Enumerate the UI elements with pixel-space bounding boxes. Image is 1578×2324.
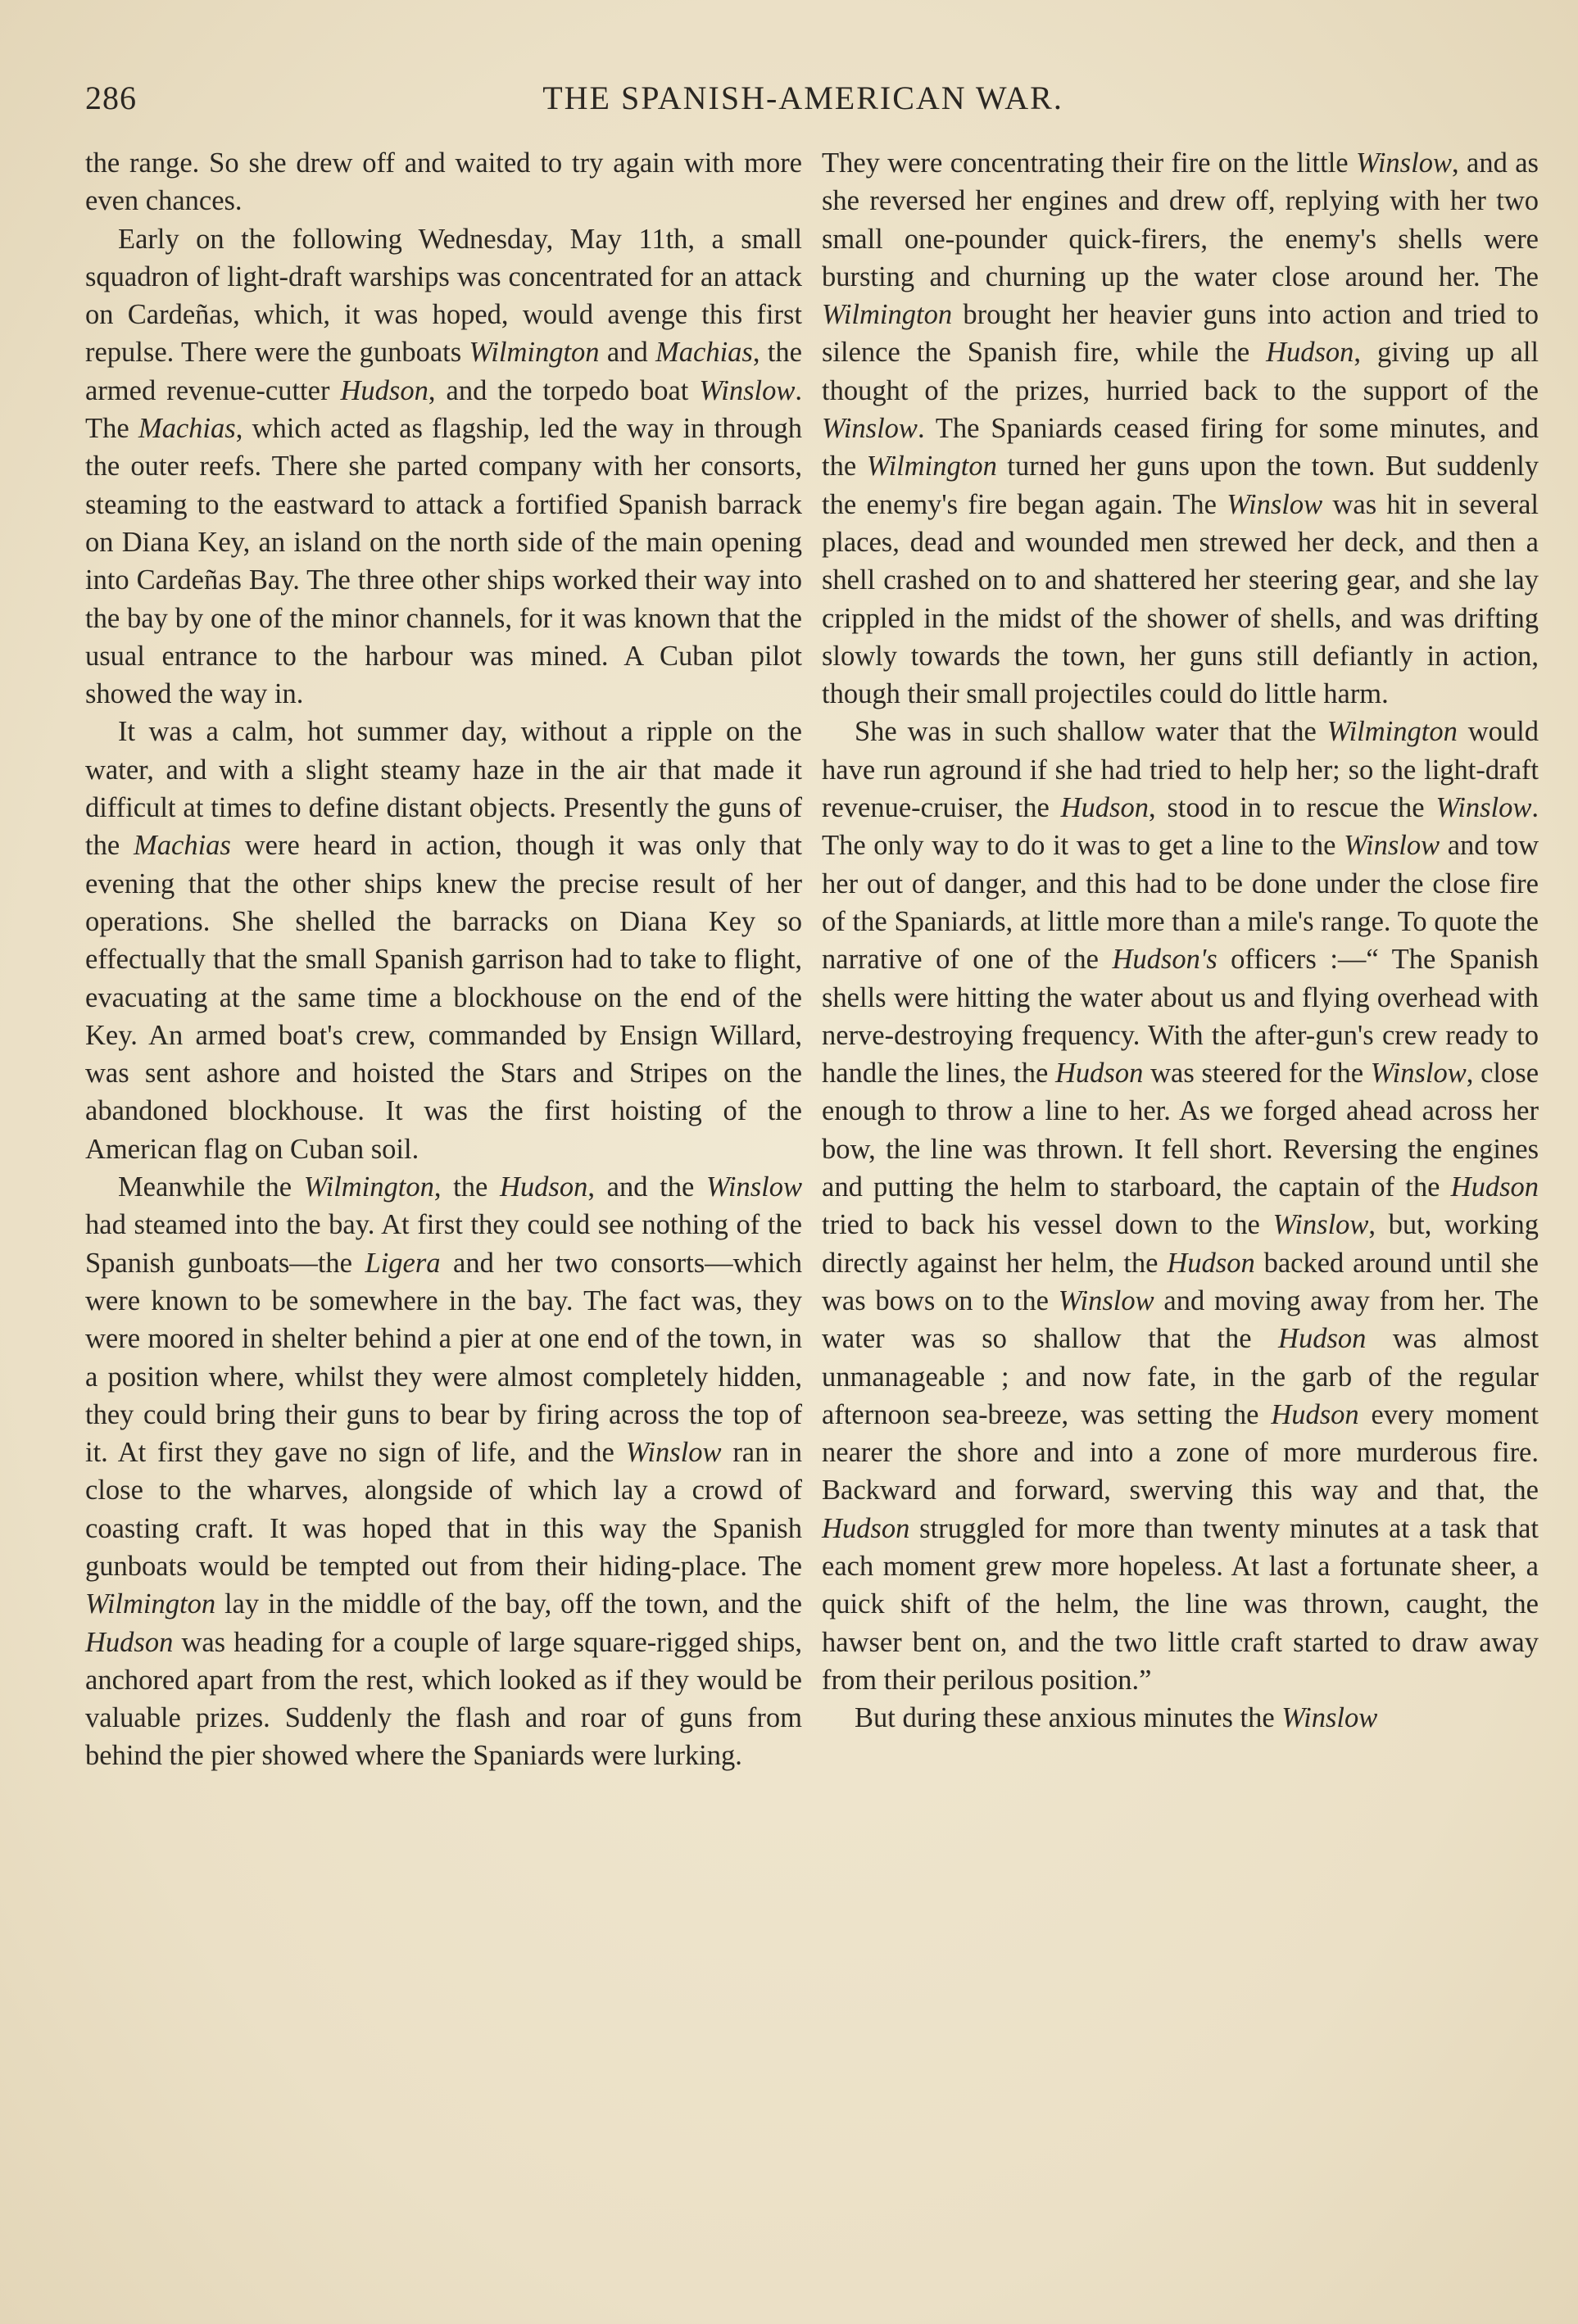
paragraph: But during these anxious minutes the Winslow xyxy=(855,1702,1378,1734)
page-header xyxy=(82,79,1524,128)
page-number: 286 xyxy=(85,79,137,116)
running-head: THE SPANISH-AMERICAN WAR. xyxy=(542,79,1063,116)
paragraph: Meanwhile the Wilmington, the Hudson, and the Winslow had steamed into the bay. At first they could see nothing of the Spanish gunboats—the Ligera and her two consorts—which were known to be somewhere in the bay. The fact was, they were moored in shelter behind a pier at one end of the town, in a position where, whilst they were almost completely hidden, they could bring their guns to bear by firing across the top of it. At first they gave no sign of life, and the Winslow ran in close to the wharves, alongside of which lay a crowd of coasting craft. It was hoped that in this way the Spanish gunboats would be tempted out from their hiding-place. The Wilmington lay in the middle of the bay, off the town, and the Hudson was heading for a couple of large square-rigged ships, anchored apart from the rest, which looked as if they would be valuable prizes. Suddenly the flash and roar of guns from behind the pier showed where the Spaniards were lurking. xyxy=(85,1171,802,1772)
paragraph: They were concentrating their fire on the little Winslow, and as she reversed her engines and drew off, replying with her two small one-pounder quick-firers, the enemy's shells were bursting and churning up the water close around her. The Wilmington brought her heavier guns into action and tried to silence the Spanish fire, while the Hudson, giving up all thought of the prizes, hurried back to the support of the Winslow. The Spaniards ceased firing for some minutes, and the Wilmington turned her guns upon the town. But suddenly the enemy's fire began again. The Winslow was hit in several places, dead and wounded men strewed her deck, and then a shell crashed on to and shattered her steering gear, and she lay crippled in the midst of the shower of shells, and was drifting slowly towards the town, her guns still defiantly in action, though their small projectiles could do little harm. xyxy=(822,147,1539,710)
paragraph: Early on the following Wednesday, May 11th, a small squadron of light-draft warships was concentrated for an attack on Cardeñas, which, it was hoped, would avenge this first repulse. There were the gunboats Wilmington and Machias, the armed revenue-cutter Hudson, and the torpedo boat Winslow. The Machias, which acted as flagship, led the way in through the outer reefs. There she parted company with her consorts, steaming to the eastward to attack a fortified Spanish barrack on Diana Key, an island on the north side of the main opening into Cardeñas Bay. The three other ships worked their way into the bay by one of the minor channels, for it was known that the usual entrance to the harbour was mined. A Cuban pilot showed the way in. xyxy=(85,223,803,710)
paragraph: It was a calm, hot summer day, without a ripple on the water, and with a slight steamy haze in the air that made it difficult at times to define distant objects. Presently the guns of the Machias were heard in action, though it was only that evening that the other ships knew the precise result of her operations. She shelled the barracks on Diana Key so effectually that the small Spanish garrison had to take to flight, evacuating at the same time a blockhouse on the end of the Key. An armed boat's crew, commanded by Ensign Willard, was sent ashore and hoisted the Stars and Stripes on the abandoned blockhouse. It was the first hoisting of the American flag on Cuban soil. xyxy=(85,716,802,1165)
paragraph: the range. So she drew off and waited to try again with more even chances. xyxy=(85,147,802,217)
right-column xyxy=(822,144,1539,1737)
paragraph: She was in such shallow water that the Wilmington would have run aground if she had tried to help her; so the light-draft revenue-cruiser, the Hudson, stood in to rescue the Winslow. The only way to do it was to get a line to the Winslow and tow her out of danger, and this had to be done under the close fire of the Spaniards, at little more than a mile's range. To quote the narrative of one of the Hudson's officers :—“ The Spanish shells were hitting the water about us and flying overhead with nerve-destroying frequency. With the after-gun's crew ready to handle the lines, the Hudson was steered for the Winslow, close enough to throw a line to her. As we forged ahead across her bow, the line was thrown. It fell short. Reversing the engines and putting the helm to starboard, the captain of the Hudson tried to back his vessel down to the Winslow, but, working directly against her helm, the Hudson backed around until she was bows on to the Winslow and moving away from her. The water was so shallow that the Hudson was almost unmanageable ; and now fate, in the garb of the regular afternoon sea-breeze, was setting the Hudson every moment nearer the shore and into a zone of more murderous fire. Backward and forward, swerving this way and that, the Hudson struggled for more than twenty minutes at a task that each moment grew more hopeless. At last a fortunate sheer, a quick shift of the helm, the line was thrown, caught, the hawser bent on, and the two little craft started to draw away from their perilous position.” xyxy=(822,716,1539,1696)
left-column xyxy=(85,144,802,1775)
